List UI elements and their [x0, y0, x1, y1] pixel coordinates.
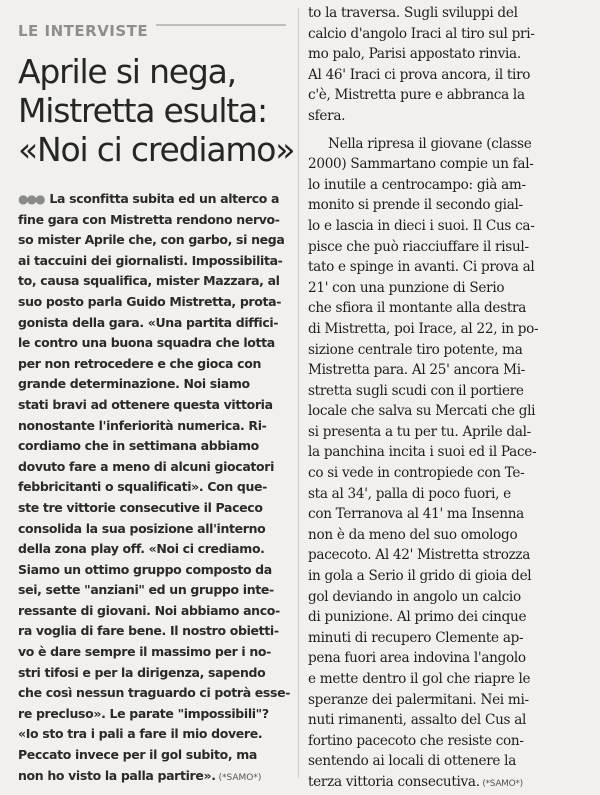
article-line-text: pacecoto. Al 42' Mistretta strozza — [308, 547, 531, 564]
article-line-text: sfera. — [308, 107, 346, 124]
headline-line: «Noi ci crediamo» — [18, 130, 295, 169]
interview-line-text: grande determinazione. Noi siamo — [18, 376, 250, 392]
interview-line — [18, 704, 290, 725]
column-divider — [298, 8, 299, 778]
interview-line-text: Peccato invece per il gol subito, ma — [18, 747, 257, 763]
interview-line-text: re precluso». Le parate "impossibili"? — [18, 705, 269, 721]
article-line — [308, 731, 594, 752]
interview-line-text: so mister Aprile che, con garbo, si nega — [18, 232, 285, 248]
interview-line-text: to, causa squalifica, mister Mazzara, al — [18, 273, 280, 289]
article-line — [308, 195, 594, 216]
interview-line-text: gonista della gara. «Una partita diffici- — [18, 314, 279, 330]
interview-line-text: non ho visto la palla partire». — [18, 767, 216, 783]
interview-line-text: stri tifosi e per la dirigenza, sapendo — [18, 664, 266, 680]
interview-line — [18, 663, 290, 684]
article-line — [308, 690, 594, 711]
article-line — [308, 628, 594, 649]
interview-line — [18, 395, 290, 416]
interview-line-text: suo posto parla Guido Mistretta, prota- — [18, 293, 282, 309]
interview-line-text: La sconfitta subita ed un alterco a — [49, 191, 280, 206]
article-line-text: mo palo, Parisi appostato rinvia. — [308, 46, 521, 63]
interview-line-text: febbricitanti o squalificati». Con que- — [18, 479, 267, 495]
article-line-text: Al 46' Iraci ci prova ancora, il tiro — [308, 66, 531, 83]
interview-line — [18, 560, 290, 581]
article-line-text: pena fuori area indovina l'angolo — [308, 650, 526, 667]
article-line — [308, 134, 594, 155]
article-line-text: di punizione. Al primo dei cinque — [308, 609, 527, 626]
interview-line-text: ai taccuini dei giornalisti. Impossibilita- — [18, 252, 283, 268]
interview-line-text: «Io sto tra i pali a fare il mio dovere. — [18, 726, 263, 742]
interview-line-text: ste tre vittorie consecutive il Paceco — [18, 499, 263, 515]
interview-line — [18, 477, 290, 498]
article-line-text: c'è, Mistretta pure e abbranca la — [308, 87, 525, 104]
interview-line-text: della zona play off. «Noi ci crediamo. — [18, 541, 265, 557]
article-line-text: Mistretta para. Al 25' ancora Mi- — [308, 362, 526, 379]
article-line-text: lo e lascia in dieci i suoi. Il Cus ca- — [308, 217, 535, 234]
article-line — [308, 566, 594, 587]
article-line-text: che sfiora il montante alla destra — [308, 300, 527, 317]
article-line — [308, 463, 594, 484]
interview-line — [18, 271, 290, 292]
article-line-text: locale che salva su Mercati che gli — [308, 403, 536, 420]
interview-text — [18, 189, 290, 788]
article-line-text: Nella ripresa il giovane (classe — [328, 135, 532, 152]
interview-line — [18, 580, 290, 601]
interview-line-text: ra voglia di fare bene. Il nostro obietti- — [18, 623, 279, 639]
bullet-dots-icon: ●●● — [18, 192, 44, 206]
interview-line-text: fine gara con Mistretta rendono nervo- — [18, 211, 280, 227]
article-line-text: calcio d'angolo Iraci al tiro sul pri- — [308, 25, 535, 42]
interview-line-text: le contro una buona squadra che lotta — [18, 335, 275, 351]
interview-line — [18, 251, 290, 272]
article-line-text: speranze dei palermitani. Nei mi- — [308, 691, 529, 708]
interview-line — [18, 292, 290, 313]
interview-line — [18, 230, 290, 251]
article-line-text: nuti rimanenti, assalto del Cus al — [308, 712, 527, 729]
article-line-text: di Mistretta, poi Irace, al 22, in po- — [308, 320, 539, 337]
interview-line — [18, 642, 290, 663]
article-line — [308, 545, 594, 566]
article-line — [308, 587, 594, 608]
article-line — [308, 85, 594, 106]
headline-line: Mistretta esulta: — [18, 91, 267, 130]
interview-line-text: dovuto fare a meno di alcuni giocatori — [18, 458, 275, 474]
article-line — [308, 669, 594, 690]
interview-line-text: ressante di giovani. Noi abbiamo anco- — [18, 602, 280, 618]
article-line — [308, 484, 594, 505]
article-line-text: con Terranova al 41' ma Insenna — [308, 506, 524, 523]
article-line-text: pisce che può riacciuffare il risul- — [308, 238, 529, 255]
interview-line — [18, 416, 290, 437]
interview-line-text: Siamo un ottimo gruppo composto da — [18, 561, 272, 577]
article-line — [308, 24, 594, 45]
article-line — [308, 298, 594, 319]
interview-signature: (*SAMO*) — [215, 772, 262, 783]
article-text — [308, 3, 594, 795]
article-line-text: si presenta a tu per tu. Aprile dal- — [308, 423, 531, 440]
article-line-text: e mette dentro il gol che riapre le — [308, 671, 531, 687]
article-line — [308, 360, 594, 381]
article-signature: (*SAMO*) — [479, 778, 523, 789]
article-line — [308, 44, 594, 65]
interview-line — [18, 354, 290, 375]
headline-line: Aprile si nega, — [18, 52, 236, 91]
interview-line — [18, 374, 290, 395]
article-line — [308, 319, 594, 340]
interview-line — [18, 745, 290, 766]
article-line — [308, 772, 594, 795]
article-line — [308, 751, 594, 772]
article-line — [308, 106, 594, 127]
article-line-text: 2000) Sammartano compie un fal- — [308, 156, 534, 173]
interview-line-text: nonostante l'inferiorità numerica. Ri- — [18, 417, 267, 433]
article-line-text: stretta sugli scudi con il portiere — [308, 382, 524, 399]
interview-line — [18, 683, 290, 704]
interview-line — [18, 519, 290, 540]
article-line — [308, 422, 594, 443]
article-line-text: to la traversa. Sugli sviluppi del — [308, 5, 518, 21]
interview-line — [18, 724, 290, 745]
article-line-text: gol deviando in angolo un calcio — [308, 588, 521, 605]
interview-line-text: consolida la sua posizione all'interno — [18, 520, 266, 536]
article-line-text: co si vede in contropiede con Te- — [308, 465, 525, 482]
article-line-text: tato e spinge in avanti. Ci prova al — [308, 259, 535, 276]
article-line-text: non è da meno del suo omologo — [308, 526, 518, 543]
article-line-text: terza vittoria consecutiva. — [308, 773, 480, 790]
article-line-text: sizione centrale tiro potente, ma — [308, 341, 523, 358]
article-line — [308, 154, 594, 175]
interview-line-text: vo è dare sempre il massimo per i no- — [18, 644, 271, 660]
interview-line-text: che così nessun traguardo ci potrà esse- — [18, 685, 291, 701]
article-line — [308, 710, 594, 731]
section-label: LE INTERVISTE — [18, 22, 156, 40]
headline — [18, 52, 295, 169]
article-line — [308, 237, 594, 258]
article-line — [308, 442, 594, 463]
article-line-text: fortino pacecoto che resiste con- — [308, 732, 524, 749]
interview-line-text: per non retrocedere e che gioca con — [18, 355, 261, 371]
interview-line — [18, 766, 290, 789]
article-line-text: in gola a Serio il grido di gioia del — [308, 568, 532, 585]
interview-line — [18, 601, 290, 622]
article-line — [308, 216, 594, 237]
interview-line-text: sei, sette "anziani" ed un gruppo inte- — [18, 582, 274, 598]
interview-line-text: cordiamo che in settimana abbiamo — [18, 438, 259, 454]
interview-line — [18, 313, 290, 334]
interview-line — [18, 189, 290, 210]
interview-line-text: stati bravi ad ottenere questa vittoria — [18, 396, 273, 412]
article-line — [308, 525, 594, 546]
article-line — [308, 381, 594, 402]
article-line-text: sta al 34', palla di poco fuori, e — [308, 485, 511, 502]
article-line — [308, 648, 594, 669]
interview-line — [18, 498, 290, 519]
article-line-text: lo inutile a centrocampo: già am- — [308, 176, 526, 193]
article-line — [308, 175, 594, 196]
article-line — [308, 3, 594, 24]
interview-line — [18, 436, 290, 457]
article-line — [308, 340, 594, 361]
article-line — [308, 504, 594, 525]
article-line-text: minuti di recupero Clemente ap- — [308, 629, 524, 646]
interview-line — [18, 457, 290, 478]
article-line — [308, 257, 594, 278]
article-line — [308, 65, 594, 86]
article-line — [308, 607, 594, 628]
article-line-text: sentendo ai locali di ottenere la — [308, 753, 517, 770]
article-line-text: la panchina incita i suoi ed il Pace- — [308, 444, 537, 461]
article-line-text: monito si prende il secondo gial- — [308, 197, 523, 214]
interview-line — [18, 539, 290, 560]
article-line — [308, 401, 594, 422]
article-line-text: 21' con una punzione di Serio — [308, 279, 505, 296]
interview-line — [18, 333, 290, 354]
article-line — [308, 278, 594, 299]
interview-line — [18, 621, 290, 642]
interview-line — [18, 210, 290, 231]
